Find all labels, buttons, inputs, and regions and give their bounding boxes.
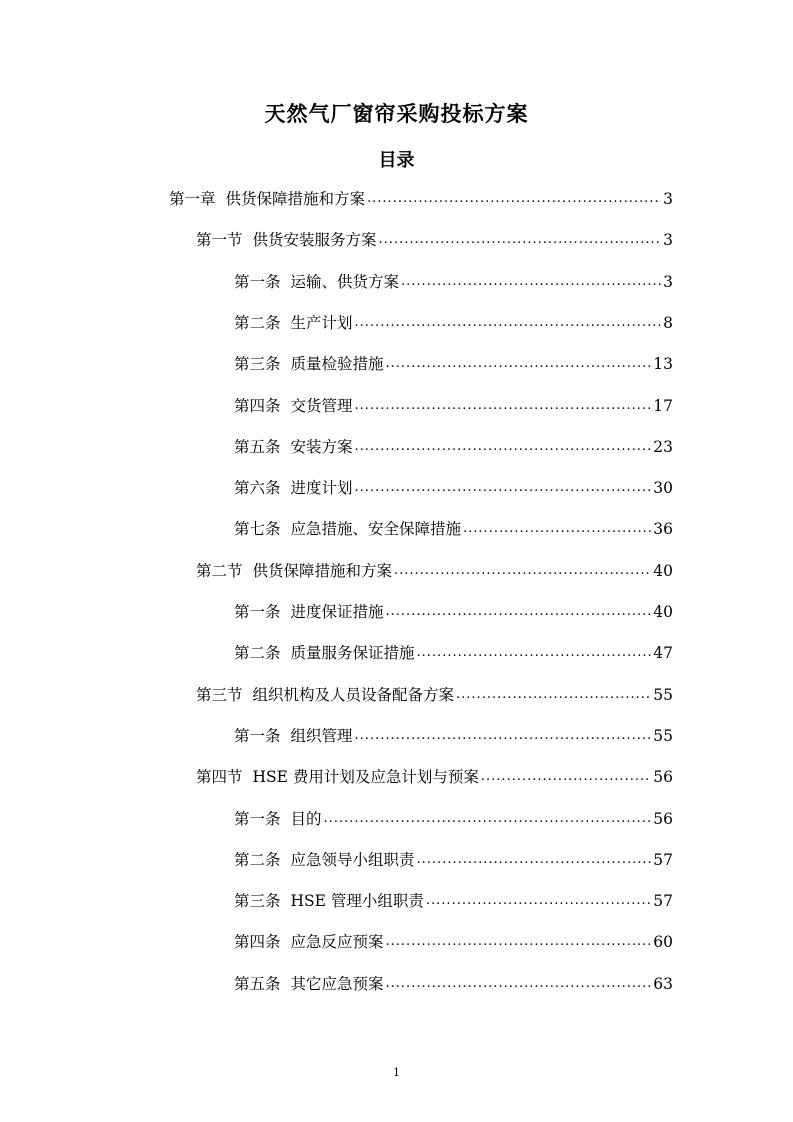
toc-dot-leader [355,396,652,416]
toc-entry[interactable] [234,268,673,292]
document-title: 天然气厂窗帘采购投标方案 [264,102,529,126]
toc-dot-leader [379,230,662,250]
toc-entry-page: 3 [663,190,673,208]
toc-entry-page: 3 [663,231,673,249]
toc-entry-number: 第一条 [234,727,281,745]
toc-dot-leader [355,726,652,746]
toc-entry-title: 生产计划 [290,314,353,332]
toc-entry-title: 安装方案 [290,438,353,456]
toc-entry-title: 组织机构及人员设备配备方案 [252,686,455,704]
toc-entry-number: 第一条 [234,810,281,828]
toc-entry-title: 质量服务保证措施 [290,644,415,662]
toc-entry-page: 55 [653,686,673,704]
toc-entry[interactable] [234,309,673,333]
toc-entry[interactable] [196,557,673,581]
toc-entry-page: 56 [653,768,673,786]
toc-entry-page: 47 [653,644,673,662]
toc-entry-page: 8 [663,314,673,332]
toc-entry-number: 第二条 [234,851,281,869]
toc-dot-leader [417,643,652,663]
toc-entry[interactable] [234,928,673,952]
toc-dot-leader [324,809,652,829]
toc-entry[interactable] [196,681,673,705]
toc-dot-leader [367,189,661,209]
toc-entry-title: 应急领导小组职责 [290,851,415,869]
toc-entry-number: 第四节 [196,768,243,786]
toc-entry[interactable] [234,515,673,539]
toc-entry[interactable] [234,805,673,829]
toc-dot-leader [355,313,662,333]
toc-entry[interactable] [234,433,673,457]
toc-entry-page: 3 [663,273,673,291]
toc-entry-number: 第二条 [234,644,281,662]
toc-dot-leader [386,932,652,952]
toc-entry-number: 第二节 [196,562,243,580]
toc-entry[interactable] [169,185,673,209]
toc-dot-leader [417,850,652,870]
toc-entry-title: 组织管理 [290,727,353,745]
toc-dot-leader [386,354,652,374]
toc-entry-title: 应急反应预案 [290,933,384,951]
toc-entry-title: 进度保证措施 [290,603,384,621]
toc-entry-title: 其它应急预案 [290,975,384,993]
toc-entry-number: 第五条 [234,975,281,993]
toc-entry-title: 应急措施、安全保障措施 [290,520,462,538]
toc-dot-leader [394,561,651,581]
toc-entry-page: 40 [653,562,673,580]
toc-dot-leader [355,437,652,457]
toc-entry-page: 56 [653,810,673,828]
toc-entry-number: 第六条 [234,479,281,497]
toc-entry-title: 供货安装服务方案 [252,231,377,249]
toc-entry-page: 23 [653,438,673,456]
toc-entry-number: 第三条 [234,355,281,373]
toc-entry-title: 运输、供货方案 [290,273,400,291]
toc-entry-title: 供货保障措施和方案 [252,562,393,580]
toc-entry-number: 第二条 [234,314,281,332]
toc-entry-title: 目的 [290,810,322,828]
toc-heading: 目录 [378,150,415,171]
toc-entry-title: 供货保障措施和方案 [225,190,366,208]
toc-entry-number: 第四条 [234,933,281,951]
toc-entry[interactable] [234,639,673,663]
toc-dot-leader [463,519,651,539]
toc-entry-title: 交货管理 [290,397,353,415]
toc-dot-leader [355,478,652,498]
toc-entry-number: 第一章 [169,190,216,208]
toc-entry-page: 57 [653,892,673,910]
toc-entry[interactable] [234,722,673,746]
toc-entry[interactable] [234,887,673,911]
toc-entry-number: 第七条 [234,520,281,538]
toc-dot-leader [426,891,651,911]
toc-entry-page: 63 [653,975,673,993]
toc-entry-title: 进度计划 [290,479,353,497]
toc-entry-page: 40 [653,603,673,621]
toc-entry[interactable] [234,598,673,622]
toc-entry-page: 13 [653,355,673,373]
toc-entry-number: 第五条 [234,438,281,456]
toc-entry-number: 第四条 [234,397,281,415]
toc-dot-leader [386,974,652,994]
toc-entry[interactable] [196,763,673,787]
toc-entry[interactable] [234,846,673,870]
page-number: 1 [393,1066,400,1079]
toc-entry-page: 55 [653,727,673,745]
toc-entry-page: 60 [653,933,673,951]
toc-entry-number: 第三节 [196,686,243,704]
toc-dot-leader [386,602,652,622]
toc-entry[interactable] [234,474,673,498]
toc-entry-number: 第一条 [234,603,281,621]
toc-entry-title: 质量检验措施 [290,355,384,373]
toc-entry-number: 第一条 [234,273,281,291]
toc-dot-leader [481,767,651,787]
toc-entry-number: 第三条 [234,892,281,910]
toc-entry[interactable] [196,226,673,250]
toc-dot-leader [456,685,651,705]
toc-entry-page: 36 [653,520,673,538]
toc-entry-page: 17 [653,397,673,415]
toc-dot-leader [401,272,661,292]
toc-entry-title: HSE 管理小组职责 [290,892,424,910]
toc-entry-number: 第一节 [196,231,243,249]
toc-entry-title: HSE 费用计划及应急计划与预案 [252,768,479,786]
toc-entry-page: 57 [653,851,673,869]
toc-entry[interactable] [234,350,673,374]
toc-entry[interactable] [234,970,673,994]
toc-entry[interactable] [234,392,673,416]
toc-entry-page: 30 [653,479,673,497]
